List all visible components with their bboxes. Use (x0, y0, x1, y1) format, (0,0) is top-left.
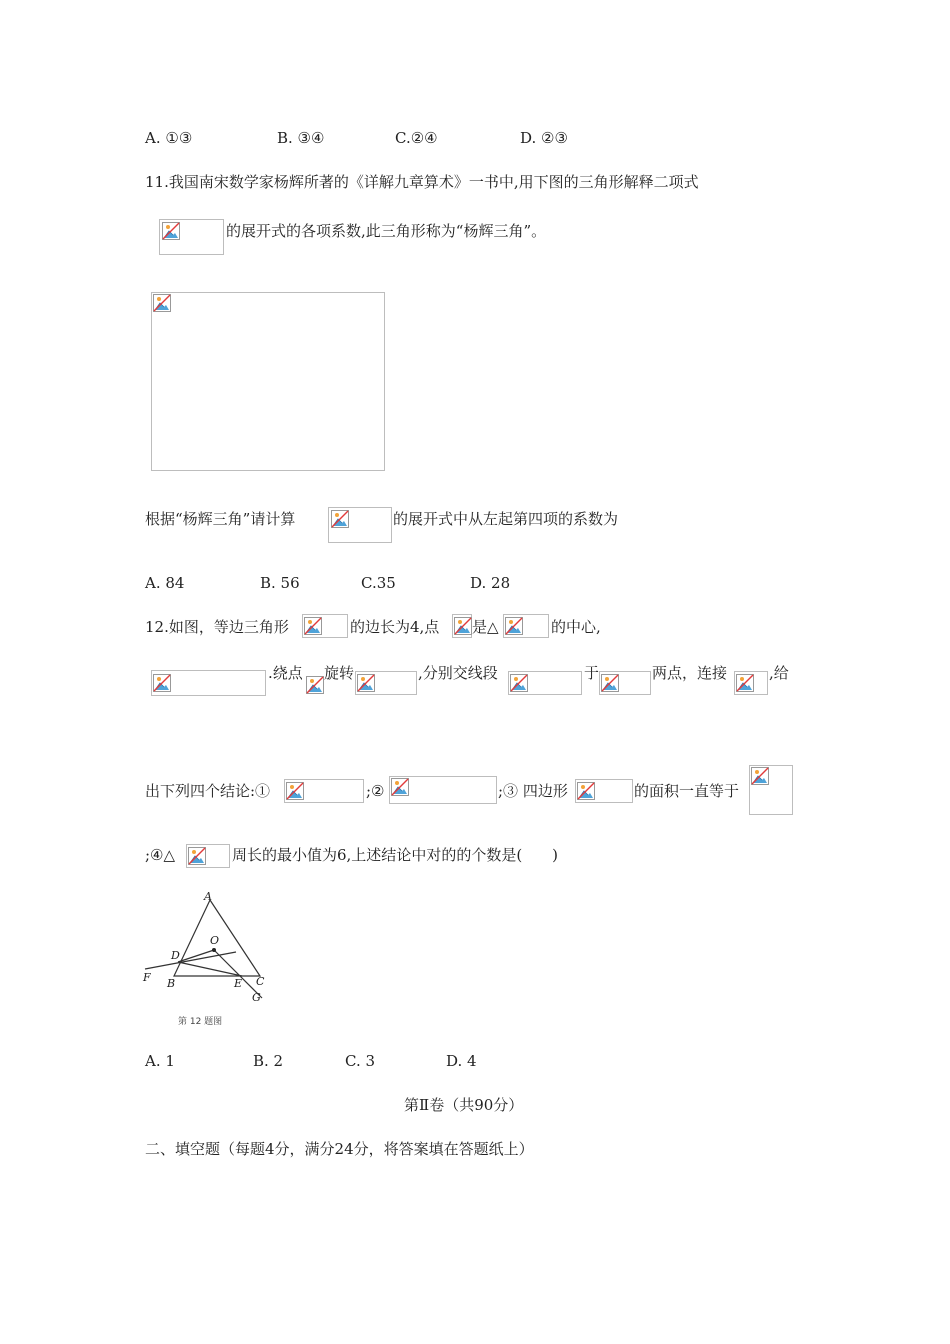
label-c: C (256, 975, 265, 988)
formula-image (306, 676, 324, 694)
q12-p6: 旋转 (324, 664, 355, 682)
point-o (212, 948, 216, 952)
q11-ask-pre: 根据“杨辉三角”请计算 (145, 510, 296, 528)
q11-line2: 的展开式的各项系数,此三角形称为“杨辉三角”。 (226, 222, 547, 240)
label-o: O (210, 934, 220, 947)
formula-image (503, 614, 549, 638)
q11-option-d: D. 28 (470, 574, 511, 592)
formula-image (508, 671, 582, 695)
formula-image (734, 671, 768, 695)
broken-image-icon (162, 222, 180, 240)
q12-p1: 12.如图，等边三角形 (145, 618, 289, 636)
broken-image-icon (153, 674, 171, 692)
q12-p7: ,分别交线段 (418, 664, 498, 682)
q12-p5: .绕点 (268, 664, 303, 682)
q11-ask-post: 的展开式中从左起第四项的系数为 (393, 510, 619, 528)
section-title: 第Ⅱ卷（共90分） (404, 1096, 524, 1114)
broken-image-icon (306, 676, 324, 694)
broken-image-icon (454, 617, 472, 635)
label-e: E (234, 977, 243, 990)
formula-image (389, 776, 497, 804)
q10-option-d: D. ②③ (520, 129, 568, 147)
broken-image-icon (286, 782, 304, 800)
formula-image (186, 844, 230, 868)
yanghui-triangle-image (151, 292, 385, 471)
label-g: G (252, 991, 261, 1004)
q12-p11: 出下列四个结论:① (145, 782, 271, 800)
formula-image (749, 765, 793, 815)
formula-image (452, 614, 472, 638)
formula-image (284, 779, 364, 803)
figure-caption: 第 12 题图 (178, 1017, 223, 1027)
q12-option-d: D. 4 (446, 1052, 477, 1070)
broken-image-icon (357, 674, 375, 692)
q12-p4: 的中心, (551, 618, 601, 636)
q10-option-a: A. ①③ (145, 129, 193, 147)
broken-image-icon (577, 782, 595, 800)
q11-option-c: C.35 (361, 574, 396, 592)
broken-image-icon (331, 510, 349, 528)
broken-image-icon (751, 767, 769, 785)
section2-header: 二、填空题（每题4分，满分24分，将答案填在答题纸上） (145, 1140, 534, 1158)
broken-image-icon (505, 617, 523, 635)
q12-p15: ;④△ (145, 846, 176, 864)
q11-option-b: B. 56 (260, 574, 300, 592)
q12-p10: ,给 (769, 664, 789, 682)
q11-stem: 11.我国南宋数学家杨辉所著的《详解九章算术》一书中,用下图的三角形解释二项式 (145, 173, 699, 191)
q12-option-a: A. 1 (145, 1052, 175, 1070)
broken-image-icon (153, 294, 171, 312)
q12-p8: 于 (584, 664, 600, 682)
q12-option-b: B. 2 (253, 1052, 284, 1070)
q12-p14: 的面积一直等于 (634, 782, 740, 800)
formula-image (599, 671, 651, 695)
label-b: B (167, 977, 176, 990)
q12-p16: 周长的最小值为6,上述结论中对的的个数是( ) (232, 846, 559, 864)
q11-option-a: A. 84 (145, 574, 185, 592)
broken-image-icon (391, 778, 409, 796)
q12-p3: 是△ (472, 618, 499, 636)
q10-option-c: C.②④ (395, 129, 438, 147)
q12-p2: 的边长为4,点 (350, 618, 440, 636)
broken-image-icon (736, 674, 754, 692)
q12-option-c: C. 3 (345, 1052, 376, 1070)
label-d: D (171, 949, 180, 962)
broken-image-icon (510, 674, 528, 692)
label-f: F (143, 971, 151, 984)
q12-p9: 两点，连接 (652, 664, 728, 682)
formula-image (355, 671, 417, 695)
broken-image-icon (188, 847, 206, 865)
broken-image-icon (601, 674, 619, 692)
q12-triangle-figure (140, 888, 280, 1033)
broken-image-icon (304, 617, 322, 635)
q12-p13: ;③ 四边形 (498, 782, 568, 800)
formula-image (151, 670, 266, 696)
formula-image (302, 614, 348, 638)
binomial-formula-image-2 (328, 507, 392, 543)
q10-option-b: B. ③④ (277, 129, 325, 147)
formula-image (575, 779, 633, 803)
q12-p12: ;② (366, 782, 385, 800)
line-fd (145, 952, 236, 969)
binomial-formula-image (159, 219, 224, 255)
label-a: A (204, 890, 212, 903)
